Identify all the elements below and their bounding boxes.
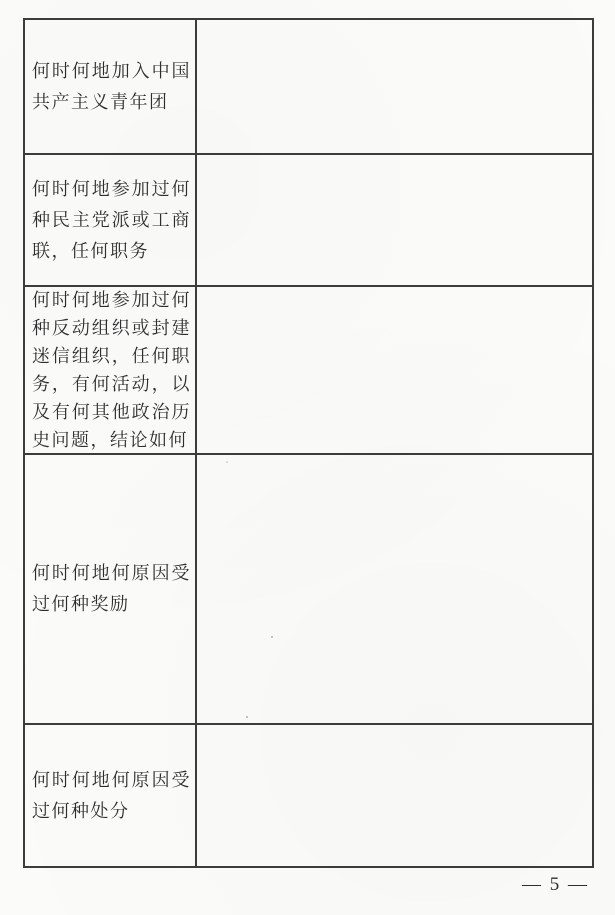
- table-row: [25, 285, 592, 453]
- field-label-cell: [25, 455, 197, 723]
- scan-speck: [226, 461, 228, 463]
- field-value-cell: [197, 287, 592, 453]
- field-label: 何时何地参加过何种反动组织或封建迷信组织，任何职务，有何活动，以及有何其他政治历史问题，结论如何: [32, 290, 191, 450]
- field-value-cell: [197, 155, 592, 285]
- scan-speck: [246, 716, 248, 718]
- field-label-cell: [25, 155, 197, 285]
- page-number: — 5 —: [522, 874, 589, 895]
- field-label: 何时何地参加过何种民主党派或工商联，任何职务: [32, 178, 191, 261]
- field-value-cell: [197, 725, 592, 866]
- field-label: 何时何地加入中国共产主义青年团: [32, 60, 191, 112]
- field-label-cell: [25, 725, 197, 866]
- field-label-cell: [25, 287, 197, 453]
- form-table: [23, 18, 594, 868]
- table-row: [25, 20, 592, 153]
- table-row: [25, 453, 592, 723]
- field-label-cell: [25, 20, 197, 153]
- field-label: 何时何地何原因受过何种奖励: [32, 563, 191, 614]
- field-label: 何时何地何原因受过何种处分: [32, 769, 191, 821]
- field-value-cell: [197, 20, 592, 153]
- table-row: [25, 723, 592, 866]
- scan-speck: [271, 636, 273, 638]
- table-row: [25, 153, 592, 285]
- field-value-cell: [197, 455, 592, 723]
